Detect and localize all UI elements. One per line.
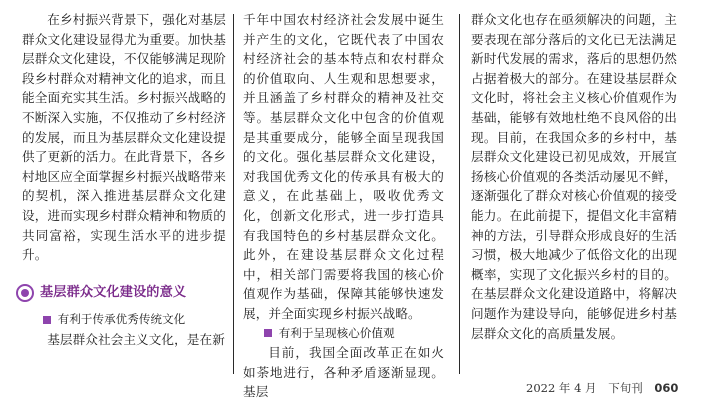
- body-paragraph: 在乡村振兴背景下，强化对基层群众文化建设显得尤为重要。加快基层群众文化建设，不仅能够满足现阶段乡村群众对精神文化的追求，而且能全面充实其生活。乡村振兴战略的不断深入实施，不仅推动了乡村经济的发展，而且为基层群众文化建设提供了更新的活力。在此背景下，各乡村地区应全面掌握乡村振兴战略带来的契机，深入推进基层群众文化建设，进而实现乡村群众精神和物质的共同富裕，实现生活水平的进步提升。: [22, 12, 226, 263]
- subheading: [43, 310, 226, 330]
- square-bullet-icon: [264, 329, 272, 337]
- body-paragraph: 群众文化也存在亟须解决的问题，主要表现在部分落后的文化已无法满足新时代发展的需求，落后的思想仍然占据着极大的部分。在建设基层群众文化时，将社会主义核心价值观作为基础，能够有效地杜绝不良风俗的出现。目前，在我国众多的乡村中，基层群众文化建设已初见成效，开展宣扬核心价值观的各类活动屡见不鲜，逐渐强化了群众对核心价值观的接受能力。在此前提下，提倡文化丰富精神的方法，引导群众形成良好的生活习惯，极大地减少了低俗文化的出现概率，实现了文化振兴乡村的目的。在基层群众文化建设道路中，将解决问题作为建设导向，能够促进乡村基层群众文化的高质量发展。: [471, 12, 677, 341]
- page-footer: [526, 380, 686, 396]
- section-heading: [16, 283, 226, 303]
- issue-label: 下旬刊: [608, 381, 643, 395]
- body-paragraph: 基层群众社会主义文化，是在新: [47, 331, 225, 347]
- body-paragraph: 千年中国农村经济社会发展中诞生并产生的文化，它既代表了中国农村经济社会的基本特点和农村群众的价值取向、人生观和思想要求，并且涵盖了乡村群众的精神及社交等。基层群众文化中包含的价值观是其重要成分，能够全面呈现我国的文化。强化基层群众文化建设，对我国优秀文化的传承具有极大的意义，在此基础上，吸收优秀文化，创新文化形式，进一步打造具有我国特色的乡村基层群众文化。此外，在建设基层群众文化过程中，相关部门需要将我国的核心价值观作为基础，保障其能够快速发展，并全面实现乡村振兴战略。: [243, 12, 444, 321]
- subheading-text: 有利于呈现核心价值观: [278, 325, 395, 340]
- section-heading-text: 基层群众文化建设的意义: [40, 284, 187, 300]
- article-column-3: [471, 10, 677, 343]
- subheading-text: 有利于传承优秀传统文化: [57, 312, 186, 327]
- column-divider: [459, 14, 460, 374]
- column-divider: [233, 14, 234, 374]
- body-paragraph: 目前，我国全面改革正在如火如荼地进行，各种矛盾逐渐显现。基层: [243, 345, 444, 400]
- issue-date: 2022 年 4 月: [526, 381, 597, 395]
- page-number: 060: [654, 381, 679, 395]
- section-bullet-icon: [16, 284, 34, 302]
- article-column-2: [243, 10, 444, 402]
- square-bullet-icon: [43, 316, 51, 324]
- subheading: [264, 324, 444, 344]
- article-column-1: [22, 10, 226, 350]
